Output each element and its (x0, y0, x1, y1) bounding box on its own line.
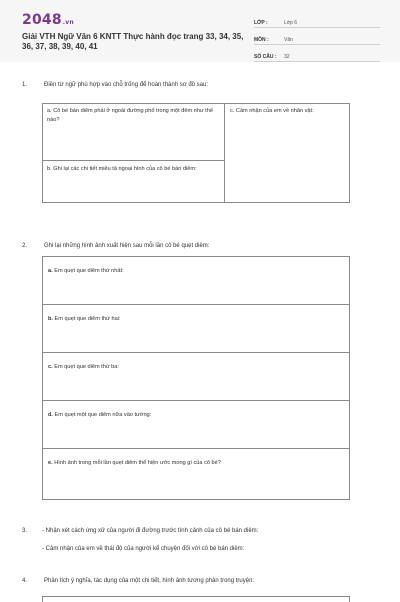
answer-row[interactable] (43, 353, 349, 401)
logo-suffix: .vn (62, 19, 74, 26)
row-label: e. (48, 460, 53, 466)
question-text: Ghi lại những hình ảnh xuất hiện sau mỗi lần cô bé quẹt diêm: (44, 243, 210, 249)
row-label: c. (48, 364, 53, 370)
meta-label: LỚP : (254, 20, 268, 26)
answer-box-q4[interactable] (42, 596, 350, 602)
page-title: Giải VTH Ngữ Văn 6 KNTT Thực hành đọc trang 33, 34, 35, 36, 37, 38, 39, 40, 41 (22, 32, 244, 51)
meta-label: MÔN : (254, 37, 269, 43)
diagram-left-column (43, 104, 225, 202)
row-label: b. (48, 316, 53, 322)
meta-label: SỐ CÂU : (254, 54, 277, 60)
answer-box-a[interactable]: a. Cô bé bán diêm phải ở ngoài đường phố trong một đêm như thế nào? (43, 104, 224, 161)
logo-text: 2048 (22, 12, 62, 28)
meta-info (254, 14, 380, 65)
meta-row-class (254, 14, 380, 28)
meta-value: Văn (284, 37, 293, 43)
meta-value: Lớp 6 (284, 20, 298, 26)
question-number: 2. (22, 243, 28, 249)
row-label: a. (48, 268, 53, 274)
question-number: 4. (22, 578, 28, 584)
question-3-line-1: - Nhận xét cách ứng xử của người đi đường trước tình cảnh của cô bé bán diêm: (42, 528, 259, 534)
meta-row-count (254, 48, 380, 62)
question-text: Phân tích ý nghĩa, tác dụng của một chi tiết, hình ảnh tương phản trong truyện: (44, 578, 255, 584)
site-logo[interactable] (22, 12, 74, 28)
answer-box-c[interactable]: c. Cảm nhận của em về nhân vật: (230, 108, 314, 114)
row-text: Em quẹt que diêm thứ ba: (54, 364, 119, 370)
row-label: d. (48, 412, 53, 418)
meta-row-subject (254, 31, 380, 45)
question-number: 1. (22, 82, 28, 88)
row-text: Hình ảnh trong mỗi lần quẹt diêm thể hiện ước mong gì của cô bé? (54, 460, 221, 466)
question-text: Điền từ ngữ phù hợp vào chỗ trống để hoàn thành sơ đồ sau: (44, 82, 209, 88)
answer-row[interactable] (43, 257, 349, 305)
header (0, 0, 400, 62)
row-text: Em quẹt một que diêm nữa vào tường: (54, 412, 152, 418)
question-number: 3. (22, 528, 28, 534)
meta-value: 32 (284, 54, 290, 60)
answer-box-b[interactable]: b. Ghi lại các chi tiết miêu tả ngoại hình của cô bé bán diêm: (47, 166, 197, 172)
answer-row[interactable] (43, 401, 349, 449)
diagram-q1 (42, 103, 350, 203)
question-3-line-2: - Cảm nhận của em về thái độ của người kể chuyện đối với cô bé bán diêm: (42, 546, 245, 552)
answer-table-q2 (42, 256, 350, 500)
row-text: Em quẹt que diêm thứ hai: (54, 316, 121, 322)
row-text: Em quẹt que diêm thứ nhất: (54, 268, 124, 274)
answer-row[interactable] (43, 449, 349, 499)
answer-row[interactable] (43, 305, 349, 353)
